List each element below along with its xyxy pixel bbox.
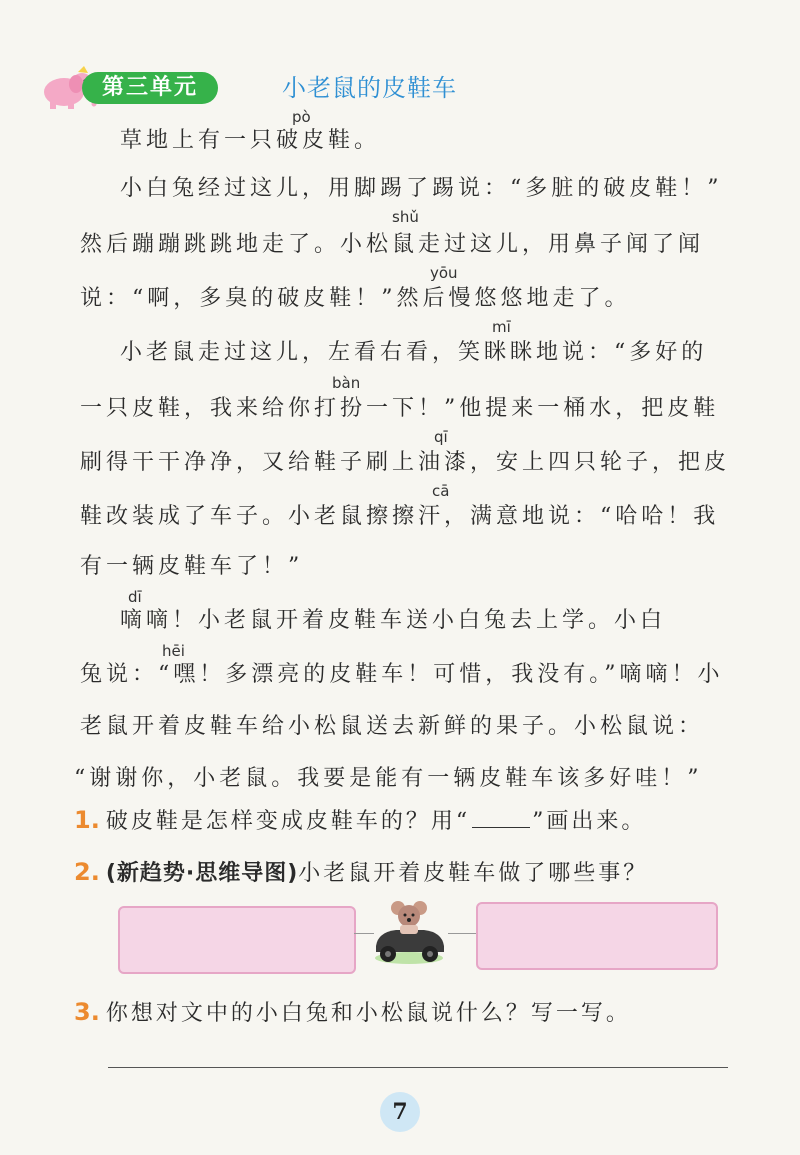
question-number: 1. (74, 806, 100, 834)
pinyin-shu: shǔ (392, 208, 419, 226)
pinyin-di: dī (128, 588, 142, 606)
question-2 (74, 856, 648, 887)
pinyin-qi: qī (434, 428, 448, 446)
question-tag: (新趋势·思维导图) (105, 861, 299, 886)
answer-box-right[interactable] (476, 902, 718, 970)
page-number: 7 (380, 1092, 420, 1132)
pinyin-hei: hēi (162, 642, 185, 660)
passage-line: “谢谢你，小老鼠。我要是能有一辆皮鞋车该多好哇！” (74, 766, 703, 791)
question-text: ”画出来。 (532, 809, 647, 834)
passage-line: 说：“啊，多臭的破皮鞋！”然后慢悠悠地走了。 (80, 286, 631, 311)
passage-line: 老鼠开着皮鞋车给小松鼠送去新鲜的果子。小松鼠说： (80, 714, 705, 739)
passage-line: 小白兔经过这儿，用脚踢了踢说：“多脏的破皮鞋！” (120, 176, 723, 201)
unit-badge (34, 66, 224, 110)
pinyin-you: yōu (430, 264, 458, 282)
footer-divider (108, 1067, 728, 1068)
pinyin-mi: mī (492, 318, 511, 336)
unit-label: 第三单元 (82, 72, 218, 104)
passage-line: 鞋改装成了车子。小老鼠擦擦汗，满意地说：“哈哈！我 (80, 504, 720, 529)
question-number: 3. (74, 998, 100, 1026)
pinyin-ca: cā (432, 482, 450, 500)
question-text: 你想对文中的小白兔和小松鼠说什么？写一写。 (105, 1001, 631, 1026)
question-3 (74, 996, 631, 1027)
pinyin-po: pò (292, 108, 311, 126)
passage-line: 小老鼠走过这儿，左看右看，笑眯眯地说：“多好的 (120, 340, 708, 365)
connector-line (448, 933, 476, 934)
pinyin-ban: bàn (332, 374, 361, 392)
passage-line: 刷得干干净净，又给鞋子刷上油漆，安上四只轮子，把皮 (80, 450, 731, 475)
passage-line: 然后蹦蹦跳跳地走了。小松鼠走过这儿，用鼻子闻了闻 (80, 232, 705, 257)
passage-line: 嘀嘀！小老鼠开着皮鞋车送小白兔去上学。小白 (120, 608, 667, 633)
answer-box-left[interactable] (118, 906, 356, 974)
passage-line: 兔说：“嘿！多漂亮的皮鞋车！可惜，我没有。”嘀嘀！小 (80, 662, 724, 687)
question-text: 小老鼠开着皮鞋车做了哪些事？ (298, 861, 649, 886)
question-text: 破皮鞋是怎样变成皮鞋车的？用“ (105, 809, 471, 834)
underline-blank (472, 809, 530, 828)
page-title: 小老鼠的皮鞋车 (282, 74, 457, 102)
passage-line: 一只皮鞋，我来给你打扮一下！”他提来一桶水，把皮鞋 (80, 396, 720, 421)
question-1 (74, 804, 646, 835)
question-number: 2. (74, 858, 100, 886)
passage-line: 草地上有一只破皮鞋。 (120, 128, 381, 153)
passage-line: 有一辆皮鞋车了！” (80, 554, 304, 579)
mouse-car-icon (368, 896, 450, 968)
